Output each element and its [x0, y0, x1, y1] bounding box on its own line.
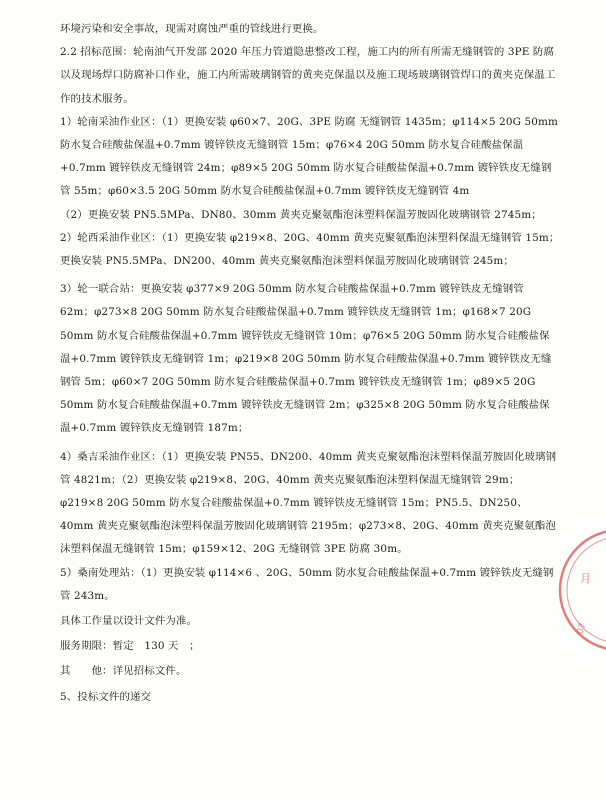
paragraph-section-5: 5、投标文件的递交 — [60, 690, 152, 703]
paragraph-sangji: 4）桑吉采油作业区：（1）更换安装 PN55、DN200、40mm 黄夹克聚氨酯泡沫塑料保温芳胺固化玻璃钢管 4821m；（2）更换安装 φ219×8、20G、40mm 黄夹克聚氨酯泡沫塑料保温无缝钢管 29m；φ219×8 20G 50mm 防水复合硅酸盐保温+0.7mm 镀锌铁皮无缝钢管 15m；PN5.5、DN250、40mm 黄夹克聚氨酯泡沫塑料保温芳胺固化玻璃钢管 2195m；φ273×8、20G、40mm 黄夹克聚氨酯泡沫塑料保温无缝钢管 15m；φ159×12、20G 无缝钢管 3PE 防腐 30m。 — [60, 450, 557, 556]
red-seal-stamp — [550, 520, 606, 660]
paragraph-sangnan: 5）桑南处理站：（1）更换安装 φ114×6 、20G、50mm 防水复合硅酸盐保温+0.7mm 镀锌铁皮无缝钢管 243m。 — [60, 566, 554, 602]
paragraph-service-period: 服务期限：暂定 130 天 ； — [60, 640, 200, 653]
paragraph-lunnan: 1）轮南采油作业区：（1）更换安装 φ60×7、20G、3PE 防腐 无缝钢管 1435m；φ114×5 20G 50mm 防水复合硅酸盐保温+0.7mm 镀锌铁皮无缝钢管 15m；φ76×4 20G 50mm 防水复合硅酸盐保温+0.7mm 镀锌铁皮无缝钢管 24m；φ89×5 20G 50mm 防水复合硅酸盐保温+0.7mm 镀锌铁皮无缝钢管 55m；φ60×3.5 20G 50mm 防水复合硅酸盐保温+0.7mm 镀锌铁皮无缝钢管 4m — [60, 115, 559, 198]
paragraph-scope: 2.2 招标范围：轮南油气开发部 2020 年压力管道隐患整改工程，施工内的所有所需无缝钢管的 3PE 防腐以及现场焊口防腐补口作业，施工内所需玻璃钢管的黄夹克保温以及施工现场玻璃钢管焊口的黄夹克保温工作的技术服务。 — [60, 46, 556, 105]
document-body — [60, 18, 560, 709]
svg-text:月: 月 — [580, 572, 591, 585]
paragraph-workload: 具体工作量以设计文件为准。 — [60, 615, 198, 628]
paragraph-lunxi: 2）轮西采油作业区：（1）更换安装 φ219×8、20G、40mm 黄夹克聚氨酯泡沫塑料保温无缝钢管 15m；更换安装 PN5.5MPa、DN200、40mm 黄夹克聚氨酯泡沫塑料保温芳胺固化玻璃钢管 245m； — [60, 231, 560, 268]
svg-text:07: 07 — [575, 621, 589, 636]
paragraph-lunyi: 3）轮一联合站：更换安装 φ377×9 20G 50mm 防水复合硅酸盐保温+0.7mm 镀锌铁皮无缝钢管 62m；φ273×8 20G 50mm 防水复合硅酸盐保温+0.7mm 镀锌铁皮无缝钢管 1m；φ168×7 20G 50mm 防水复合硅酸盐保温+0.7mm 镀锌铁皮无缝钢管 10m；φ76×5 20G 50mm 防水复合硅酸盐保温+0.7mm 镀锌铁皮无缝钢管 1m；φ219×8 20G 50mm 防水复合硅酸盐保温+0.7mm 镀锌铁皮无缝钢管 5m；φ60×7 20G 50mm 防水复合硅酸盐保温+0.7mm 镀锌铁皮无缝钢管 1m；φ89×5 20G 50mm 防水复合硅酸盐保温+0.7mm 镀锌铁皮无缝钢管 2m；φ325×8 20G 50mm 防水复合硅酸盐保温+0.7mm 镀锌铁皮无缝钢管 187m； — [60, 283, 552, 435]
paragraph-lunnan-2: （2）更换安装 PN5.5MPa、DN80、30mm 黄夹克聚氨酯泡沫塑料保温芳胺固化玻璃钢管 2745m； — [60, 208, 542, 221]
paragraph-other: 其 他：详见招标文件。 — [60, 665, 187, 678]
paragraph-intro: 环境污染和安全事故，现需对腐蚀严重的管线进行更换。 — [60, 23, 324, 35]
